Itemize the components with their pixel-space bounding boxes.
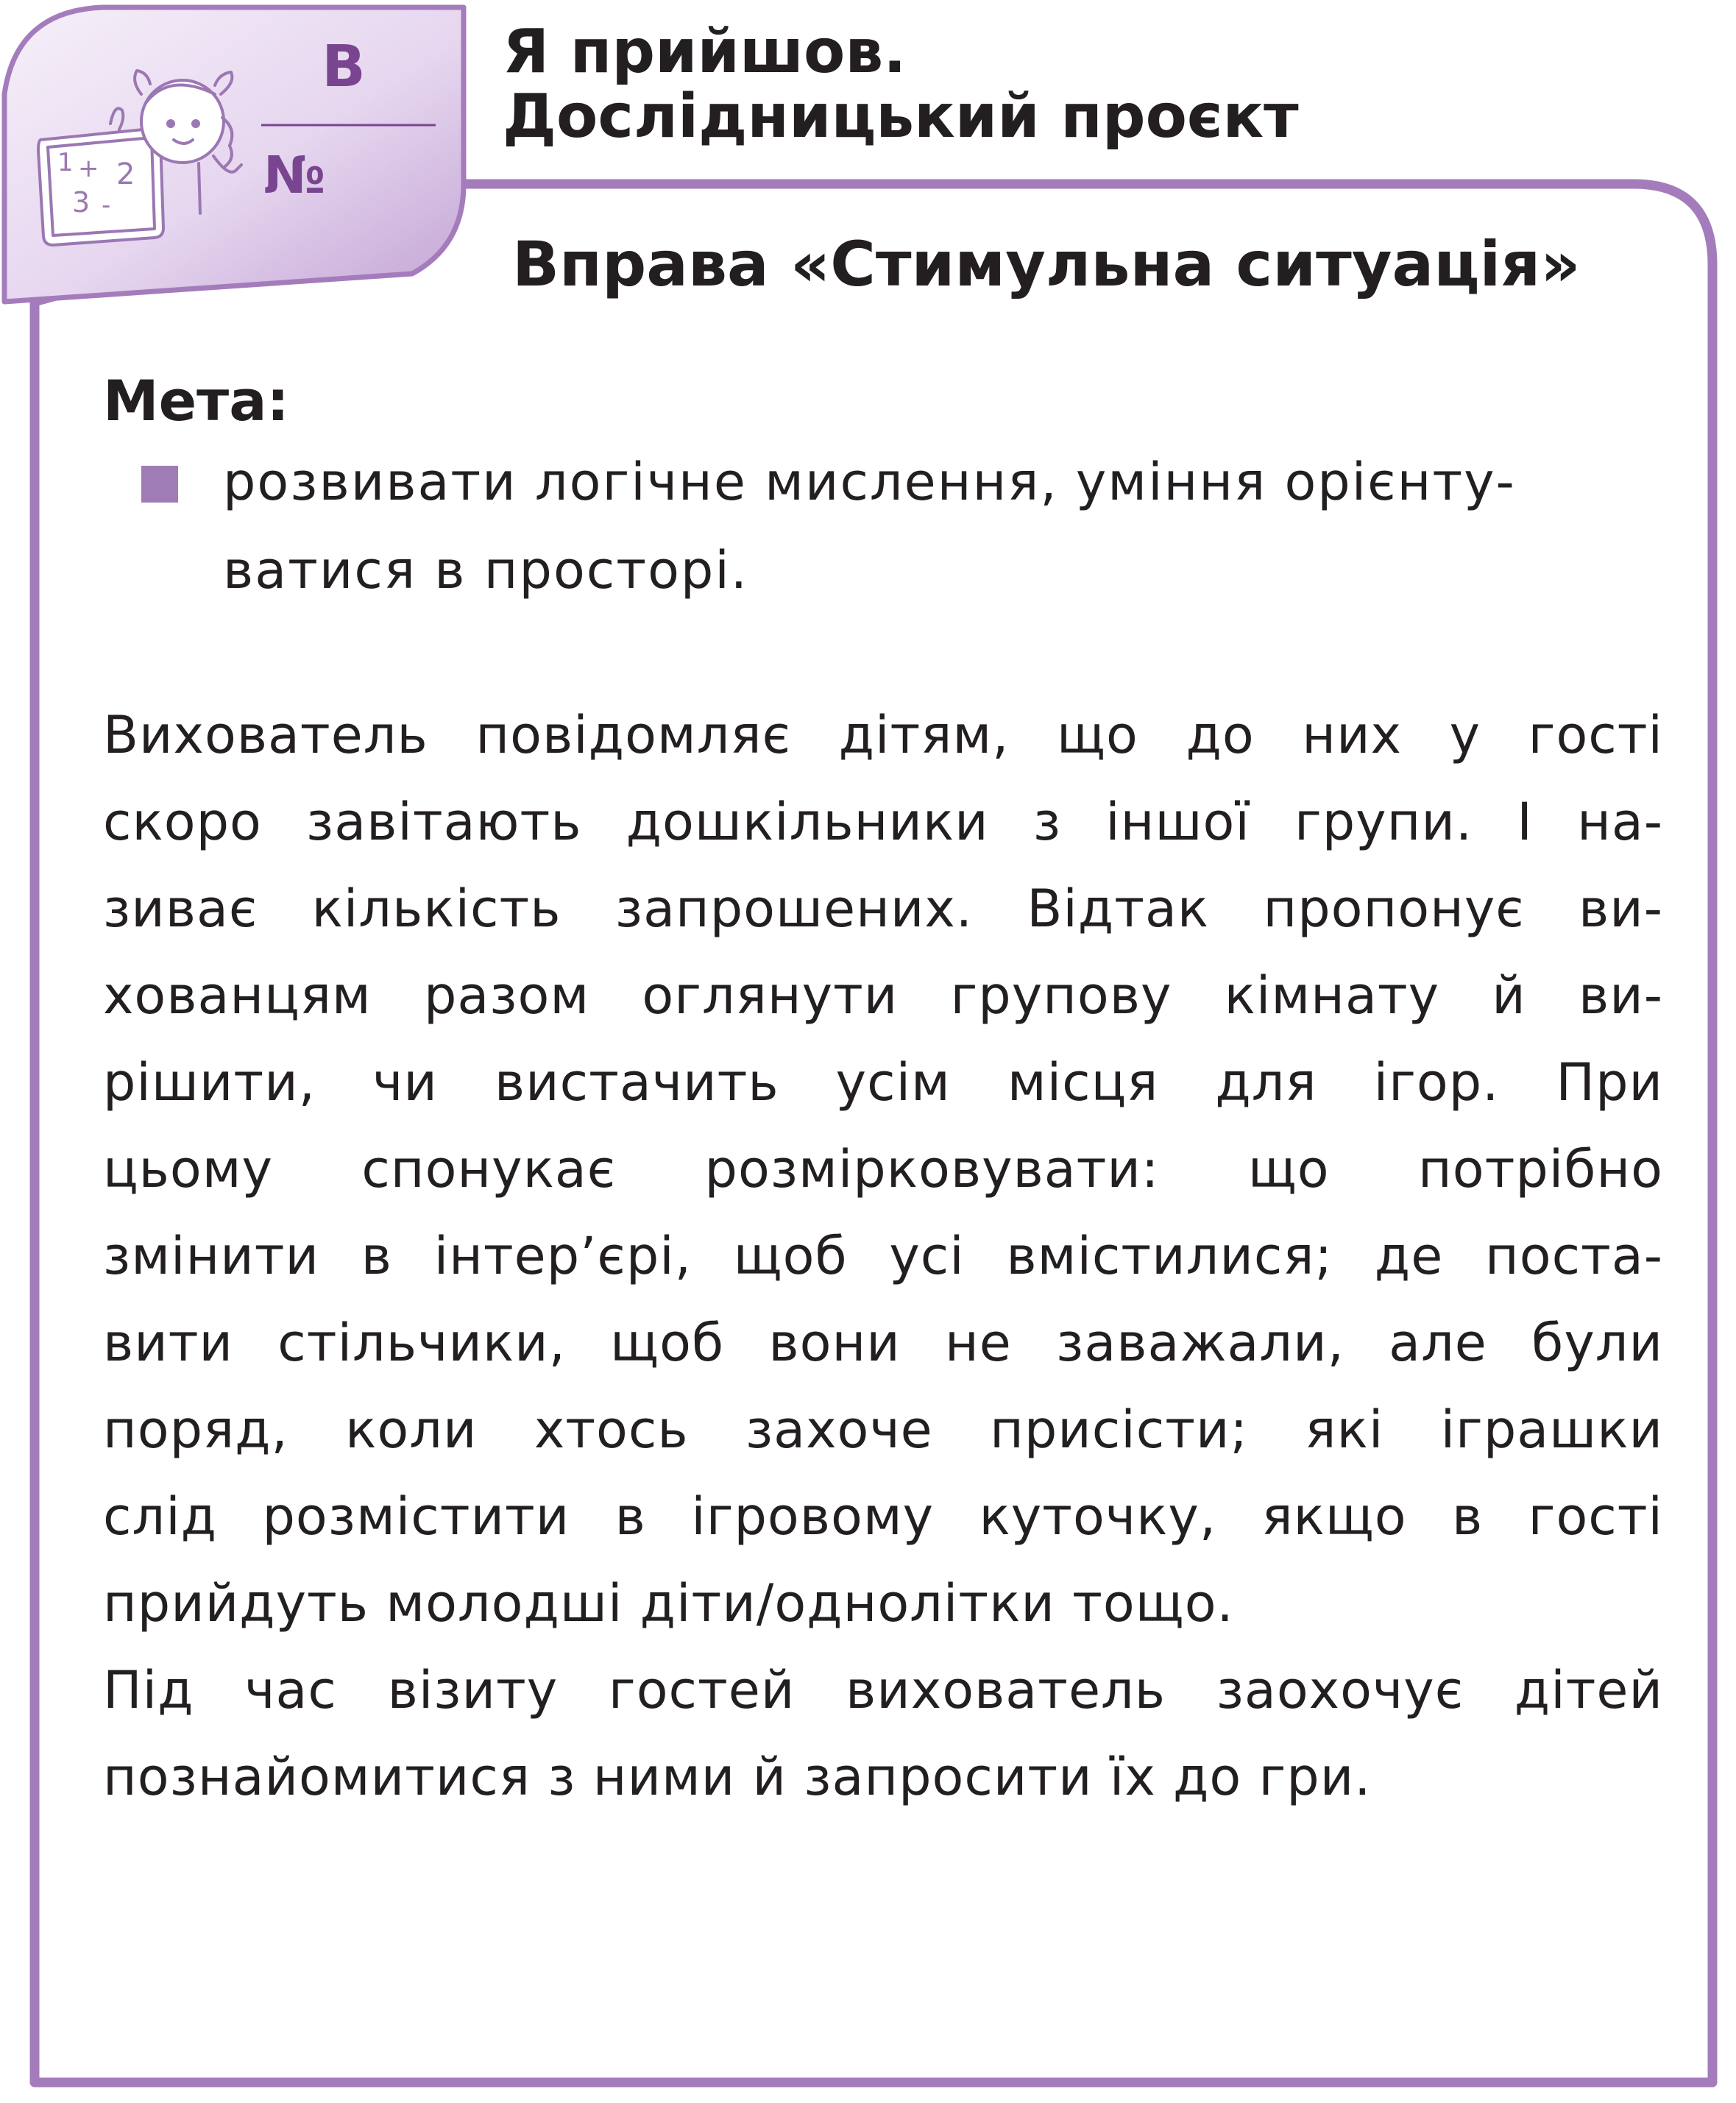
description-line: хованцям разом оглянути групову кімнату й ви- (103, 965, 1663, 1026)
exercise-title: Вправа «Стимульна ситуація» (512, 228, 1581, 300)
description-line: цьому спонукає розмірковувати: що потрібно (103, 1139, 1663, 1199)
svg-text:1: 1 (57, 148, 74, 177)
bullet-square-icon (141, 466, 178, 503)
page-title-line-1: Я прийшов. (503, 17, 907, 87)
page-title-line-2: Дослідницький проєкт (503, 82, 1299, 152)
description-line: слід розмістити в ігровому куточку, якщо в гості (103, 1486, 1663, 1547)
goal-text-line: ватися в просторі. (223, 540, 749, 600)
description-line: скоро завітають дошкільники з іншої групи. І на- (103, 792, 1663, 852)
svg-text:+: + (78, 154, 99, 183)
description-line: поряд, коли хтось захоче присісти; які іграшки (103, 1400, 1663, 1460)
description-line: прийдуть молодші діти/однолітки тощо. (103, 1573, 1234, 1634)
description-line: рішити, чи вистачить усім місця для ігор. При (103, 1052, 1663, 1113)
goal-heading: Мета: (103, 368, 289, 433)
description-line: змінити в інтер’єрі, щоб усі вмістилися; де поста- (103, 1226, 1663, 1286)
svg-text:3: 3 (72, 186, 91, 219)
description-line: зиває кількість запрошених. Відтак пропонує ви- (103, 879, 1663, 939)
goal-text-line: розвивати логічне мислення, уміння орієнту- (223, 452, 1516, 512)
svg-text:2: 2 (116, 157, 135, 191)
description-line: познайомитися з ними й запросити їх до гри. (103, 1747, 1372, 1807)
svg-text:-: - (102, 191, 111, 220)
badge-letter: В (322, 34, 366, 100)
description-line: Вихователь повідомляє дітям, що до них у гості (103, 705, 1663, 765)
description-line: Під час візиту гостей вихователь заохочує дітей (103, 1660, 1663, 1720)
description-line: вити стільчики, щоб вони не заважали, але були (103, 1313, 1663, 1373)
badge-number-sign: № (263, 145, 326, 205)
